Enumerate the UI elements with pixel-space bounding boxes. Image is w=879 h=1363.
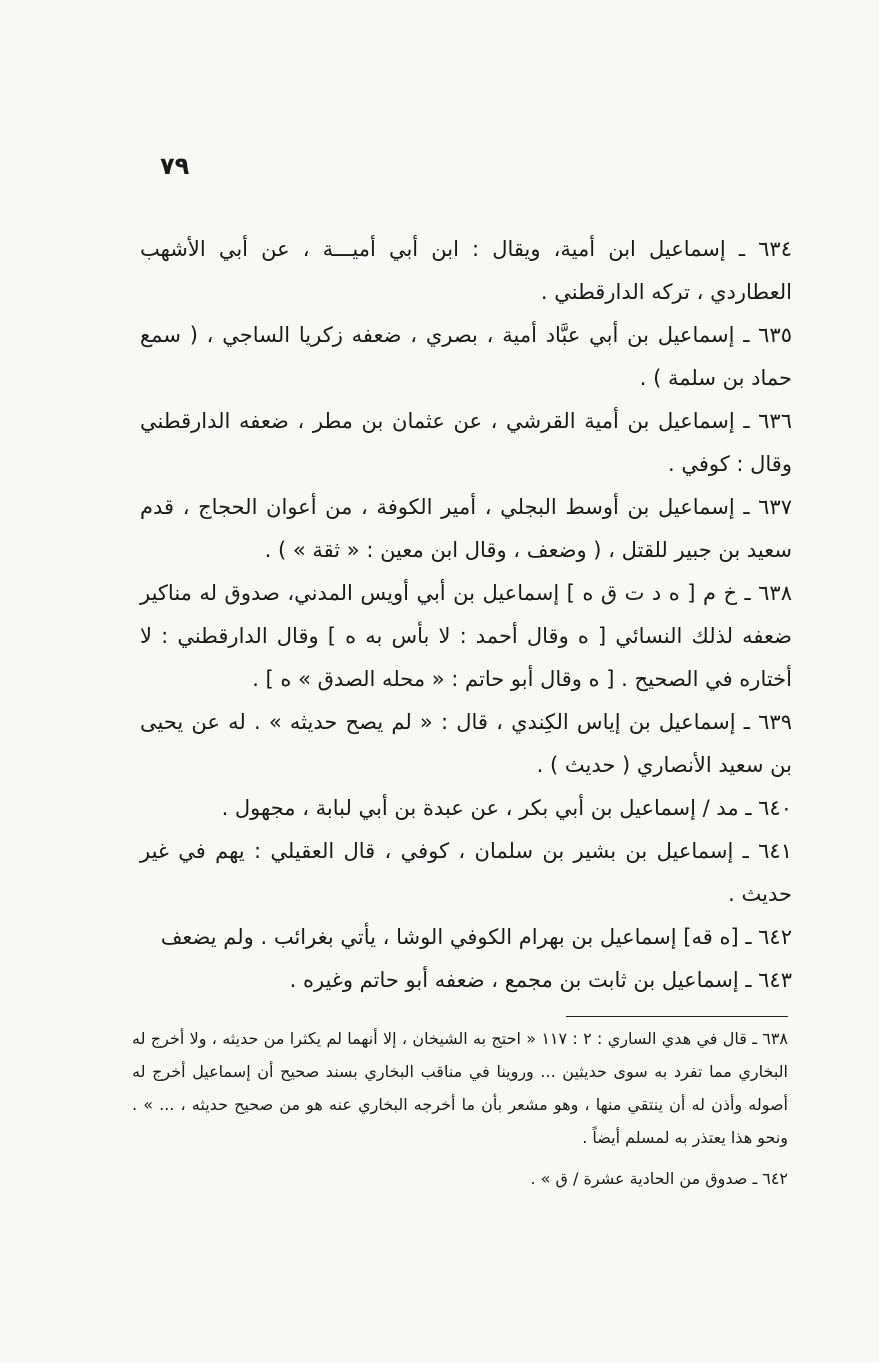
footnotes bbox=[132, 1022, 788, 1195]
entry-634: ٦٣٤ ـ إسماعيل ابن أمية، ويقال : ابن أبي أميـــة ، عن أبي الأشهب العطاردي ، تركه الدارقطني . bbox=[140, 237, 792, 304]
entry-638: ٦٣٨ ـ خ م [ ه د ت ق ه ] إسماعيل بن أبي أويس المدني، صدوق له مناكير ضعفه لذلك النسائي [ ه وقال أحمد : لا بأس به ه ] وقال الدارقطني : لا أختاره في الصحيح . [ ه وقال أبو حاتم : « محله الصدق » ه ] . bbox=[140, 581, 792, 691]
entry-635: ٦٣٥ ـ إسماعيل بن أبي عبَّاد أمية ، بصري ، ضعفه زكريا الساجي ، ( سمع حماد بن سلمة ) . bbox=[140, 323, 792, 390]
entry-639: ٦٣٩ ـ إسماعيل بن إياس الكِندي ، قال : « لم يصح حديثه » . له عن يحيى بن سعيد الأنصاري ( حديث ) . bbox=[140, 710, 792, 777]
entry-641: ٦٤١ ـ إسماعيل بن بشير بن سلمان ، كوفي ، قال العقيلي : يهم في غير حديث . bbox=[140, 839, 792, 906]
entry-637: ٦٣٧ ـ إسماعيل بن أوسط البجلي ، أمير الكوفة ، من أعوان الحجاج ، قدم سعيد بن جبير للقتل ، ( وضعف ، وقال ابن معين : « ثقة » ) . bbox=[140, 495, 792, 562]
footnote-642: ٦٤٢ ـ صدوق من الحادية عشرة / ق » . bbox=[530, 1169, 788, 1188]
main-text bbox=[140, 228, 792, 1002]
entry-642: ٦٤٢ ـ [ه قه] إسماعيل بن بهرام الكوفي الوشا ، يأتي بغرائب . ولم يضعف bbox=[160, 925, 792, 949]
entry-640: ٦٤٠ ـ مد / إسماعيل بن أبي بكر ، عن عبدة بن أبي لبابة ، مجهول . bbox=[221, 796, 792, 820]
page-number: ٧٩ bbox=[160, 152, 190, 180]
footnote-638: ٦٣٨ ـ قال في هدي الساري : ٢ : ١١٧ « احتج به الشيخان ، إلا أنهما لم يكثرا من حديثه ، ولا أخرج له البخاري مما تفرد به سوى حديثين ... وروينا في مناقب البخاري بسند صحيح أن إسماعيل أخرج له أصوله وأذن له أن ينتقي منها ، وهو مشعر بأن ما أخرجه البخاري عنه هو من صحيح حديثه ، ... » . ونحو هذا يعتذر به لمسلم أيضاً . bbox=[132, 1029, 789, 1147]
entry-643: ٦٤٣ ـ إسماعيل بن ثابت بن مجمع ، ضعفه أبو حاتم وغيره . bbox=[289, 968, 792, 992]
entry-636: ٦٣٦ ـ إسماعيل بن أمية القرشي ، عن عثمان بن مطر ، ضعفه الدارقطني وقال : كوفي . bbox=[140, 409, 792, 476]
footnote-divider bbox=[566, 1016, 788, 1017]
